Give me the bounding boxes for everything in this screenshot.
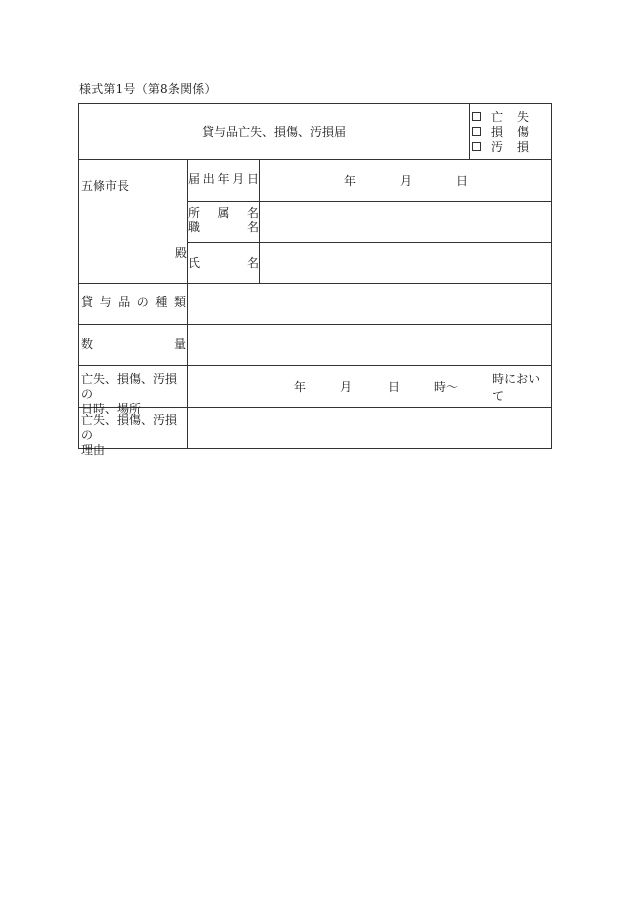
addressee-mayor: 五條市長 [81,179,130,193]
reason-label-line1: 亡失、損傷、汚損の [81,413,178,442]
datetime-place-field[interactable] [189,366,551,407]
datetime-place-label-line2: 日時、場所 [81,402,142,416]
name-field[interactable] [260,243,551,283]
quantity-label: 数量 [81,337,186,351]
reason-field[interactable] [188,408,551,448]
checkbox-lost[interactable] [472,112,481,121]
reason-label [81,413,186,458]
checkbox-label-lost: 亡失 [491,110,529,124]
when-month-unit: 月 [340,380,353,394]
checkbox-row-damaged[interactable] [470,124,552,139]
department-field[interactable] [260,202,551,242]
submission-date-label: 届出年月日 [188,172,259,186]
checkbox-soiled[interactable] [472,142,481,151]
department-label: 所属名 [188,206,259,220]
form-number: 様式第1号（第8条関係） [79,82,217,96]
report-type-checkboxes [470,109,552,154]
date-year-unit: 年 [343,174,356,188]
item-type-label: 貸与品の種類 [81,295,186,309]
when-to-hour-unit: 時において [492,371,541,403]
checkbox-row-soiled[interactable] [470,139,552,154]
submission-date-field[interactable] [260,160,552,201]
addressee-honorific: 殿 [175,246,188,260]
quantity-field[interactable] [188,325,551,365]
date-day-unit: 日 [456,174,469,188]
name-label: 氏名 [188,256,259,270]
datetime-place-label [81,372,186,417]
when-from-hour-unit: 時〜 [434,380,459,394]
report-form [78,103,552,457]
checkbox-label-damaged: 損傷 [491,125,529,139]
datetime-place-label-line1: 亡失、損傷、汚損の [81,372,178,401]
form-title: 貸与品亡失、損傷、汚損届 [201,125,346,139]
date-month-unit: 月 [399,174,412,188]
checkbox-row-lost[interactable] [470,109,552,124]
item-type-field[interactable] [188,284,551,324]
when-year-unit: 年 [294,380,307,394]
when-day-unit: 日 [388,380,401,394]
job-title-label: 職名 [188,220,259,234]
checkbox-damaged[interactable] [472,127,481,136]
checkbox-label-soiled: 汚損 [491,140,529,154]
reason-label-line2: 理由 [81,443,106,457]
